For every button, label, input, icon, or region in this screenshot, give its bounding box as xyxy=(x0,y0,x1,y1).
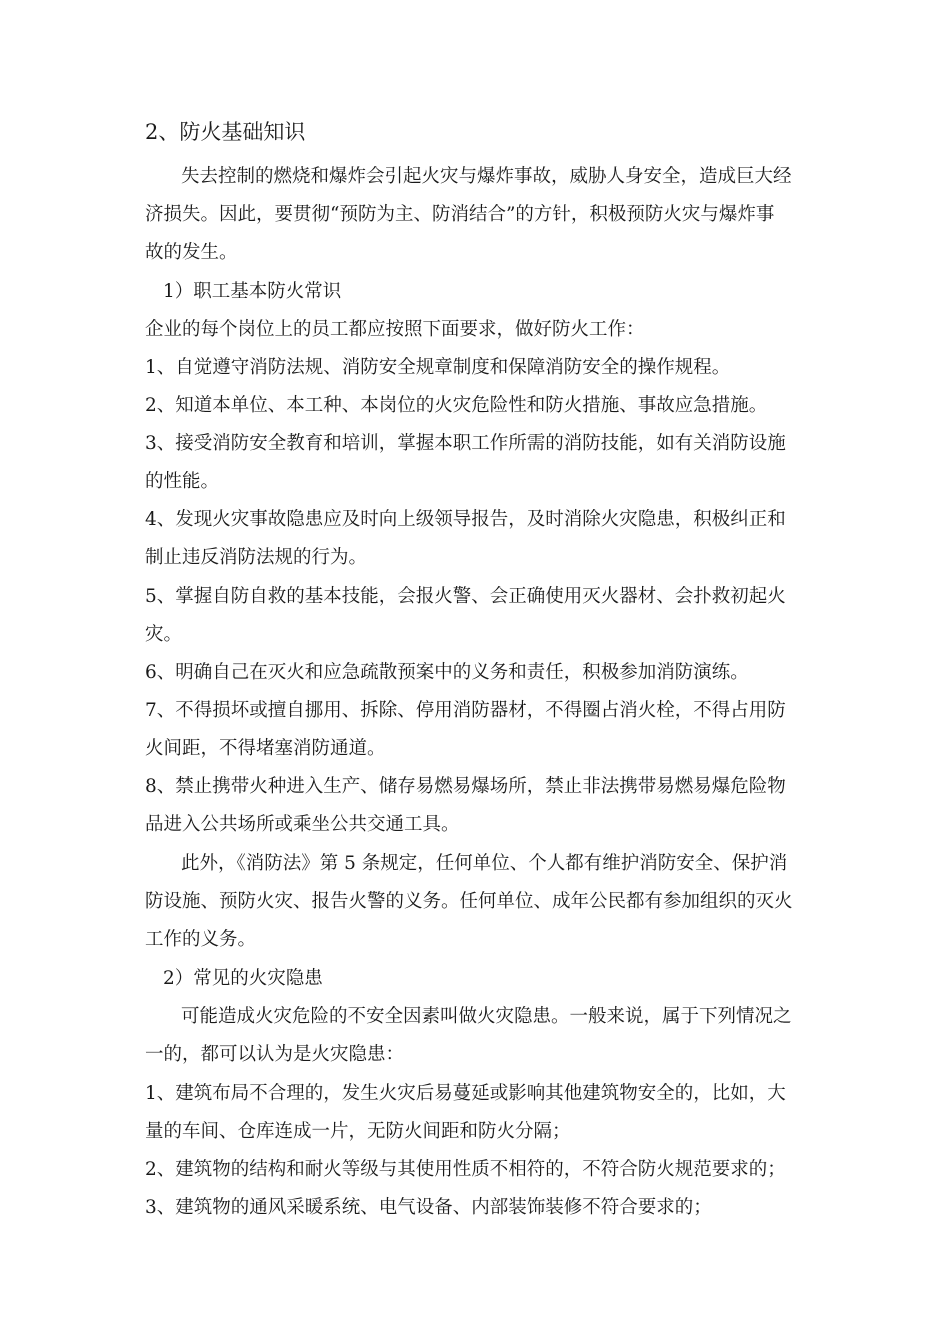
section-heading: 2、防火基础知识 xyxy=(145,120,306,144)
list-item: 7、不得损坏或擅自挪用、拆除、停用消防器材，不得圈占消火栓，不得占用防 xyxy=(145,700,786,721)
subsection-title: 2）常见的火灾隐患 xyxy=(163,968,323,989)
text-line: 故的发生。 xyxy=(145,242,238,263)
list-item: 1、自觉遵守消防法规、消防安全规章制度和保障消防安全的操作规程。 xyxy=(145,357,731,378)
list-item: 4、发现火灾事故隐患应及时向上级领导报告，及时消除火灾隐患，积极纠正和 xyxy=(145,509,786,530)
list-item-continuation: 制止违反消防法规的行为。 xyxy=(145,547,368,568)
text-line: 防设施、预防火灾、报告火警的义务。任何单位、成年公民都有参加组织的灭火 xyxy=(145,891,793,912)
list-item-continuation: 的性能。 xyxy=(145,471,220,492)
text-line: 一的，都可以认为是火灾隐患： xyxy=(145,1044,405,1065)
list-item-continuation: 火间距，不得堵塞消防通道。 xyxy=(145,738,386,759)
list-item-continuation: 品进入公共场所或乘坐公共交通工具。 xyxy=(145,814,460,835)
list-item: 6、明确自己在灭火和应急疏散预案中的义务和责任，积极参加消防演练。 xyxy=(145,662,749,683)
list-item: 5、掌握自防自救的基本技能，会报火警、会正确使用灭火器材、会扑救初起火 xyxy=(145,586,786,607)
list-item: 1、建筑布局不合理的，发生火灾后易蔓延或影响其他建筑物安全的，比如，大 xyxy=(145,1083,786,1104)
list-item-continuation: 灾。 xyxy=(145,624,183,645)
list-item: 8、禁止携带火种进入生产、储存易燃易爆场所，禁止非法携带易燃易爆危险物 xyxy=(145,776,786,797)
list-item: 2、知道本单位、本工种、本岗位的火灾危险性和防火措施、事故应急措施。 xyxy=(145,395,768,416)
list-item: 3、接受消防安全教育和培训，掌握本职工作所需的消防技能，如有关消防设施 xyxy=(145,433,786,454)
text-line: 工作的义务。 xyxy=(145,929,257,950)
list-item: 2、建筑物的结构和耐火等级与其使用性质不相符的，不符合防火规范要求的； xyxy=(145,1159,786,1180)
text-line: 企业的每个岗位上的员工都应按照下面要求，做好防火工作： xyxy=(145,319,645,340)
text-line: 济损失。因此，要贯彻“预防为主、防消结合”的方针，积极预防火灾与爆炸事 xyxy=(145,204,775,225)
text-line: 此外，《消防法》第 5 条规定，任何单位、个人都有维护消防安全、保护消 xyxy=(181,853,788,874)
list-item-continuation: 量的车间、仓库连成一片，无防火间距和防火分隔； xyxy=(145,1121,571,1142)
text-line: 可能造成火灾危险的不安全因素叫做火灾隐患。一般来说，属于下列情况之 xyxy=(181,1006,792,1027)
subsection-title: 1）职工基本防火常识 xyxy=(163,281,342,302)
text-line: 失去控制的燃烧和爆炸会引起火灾与爆炸事故，威胁人身安全，造成巨大经 xyxy=(181,166,792,187)
list-item: 3、建筑物的通风采暖系统、电气设备、内部装饰装修不符合要求的； xyxy=(145,1197,712,1218)
